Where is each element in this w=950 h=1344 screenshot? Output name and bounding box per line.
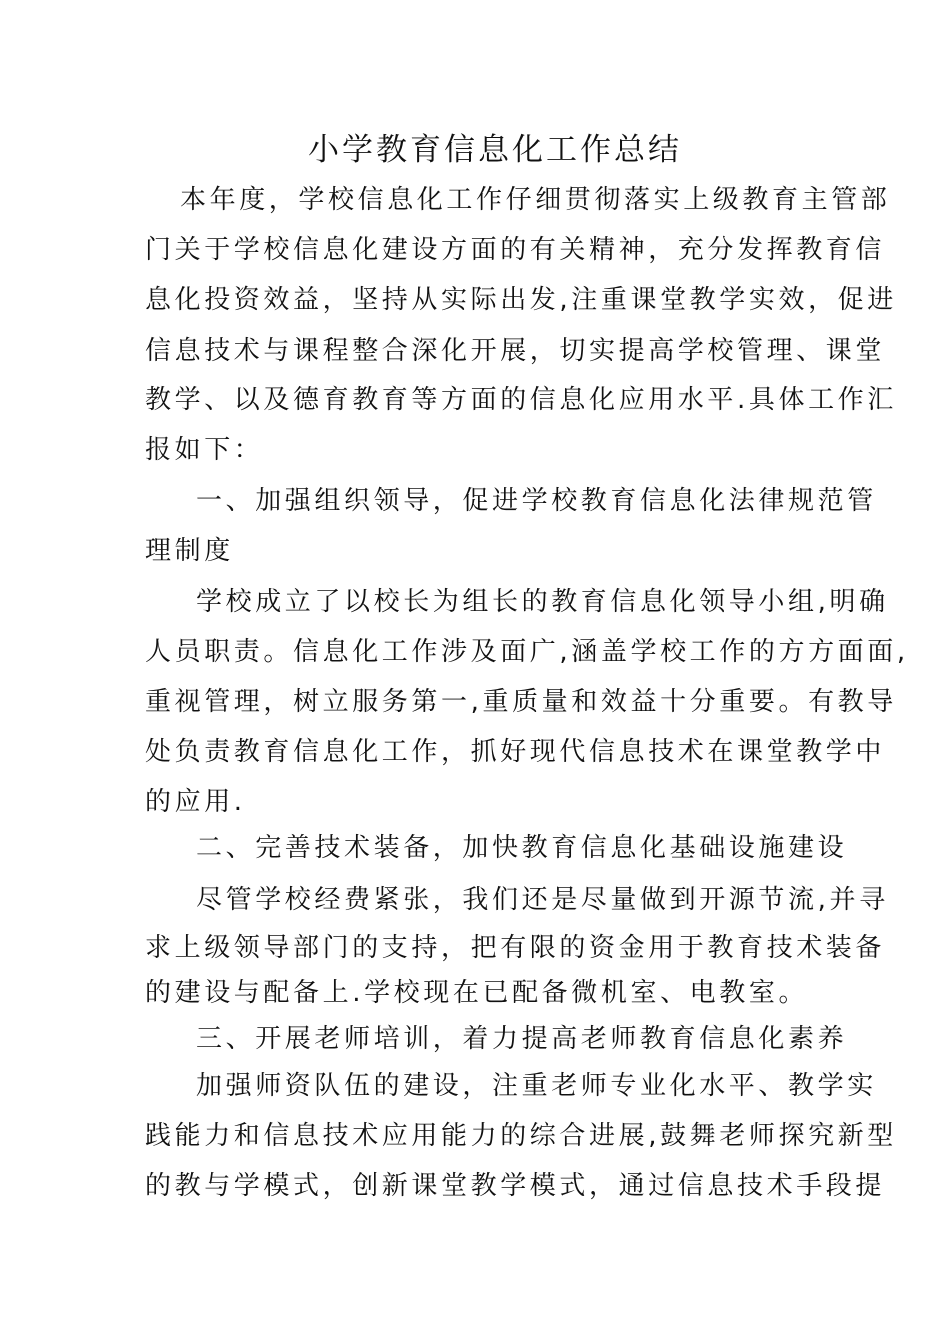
paragraph-line: 加强师资队伍的建设，注重老师专业化水平、教学实 (196, 1071, 877, 1101)
paragraph-line: 息化投资效益，坚持从实际出发,注重课堂教学实效，促进 (145, 285, 897, 315)
paragraph-line: 的应用. (145, 787, 246, 817)
paragraph-line: 学校成立了以校长为组长的教育信息化领导小组,明确 (196, 587, 889, 617)
section-heading-line: 二、完善技术装备，加快教育信息化基础设施建设 (196, 833, 848, 863)
paragraph-line: 信息技术与课程整合深化开展，切实提高学校管理、课堂 (145, 336, 886, 366)
paragraph-line: 的教与学模式，创新课堂教学模式，通过信息技术手段提 (145, 1171, 886, 1201)
document-title: 小学教育信息化工作总结 (308, 132, 682, 168)
section-heading-line: 一、加强组织领导，促进学校教育信息化法律规范管 (196, 486, 877, 516)
paragraph-line: 求上级领导部门的支持，把有限的资金用于教育技术装备 (145, 933, 886, 963)
paragraph-line: 的建设与配备上.学校现在已配备微机室、电教室。 (145, 978, 809, 1008)
paragraph-line: 人员职责。信息化工作涉及面广,涵盖学校工作的方方面面, (145, 637, 909, 667)
paragraph-line: 报如下： (145, 435, 264, 465)
paragraph-line: 本年度，学校信息化工作仔细贯彻落实上级教育主管部 (180, 185, 891, 215)
section-heading-line: 理制度 (145, 536, 234, 566)
paragraph-line: 践能力和信息技术应用能力的综合进展,鼓舞老师探究新型 (145, 1121, 897, 1151)
section-heading-line: 三、开展老师培训，着力提高老师教育信息化素养 (196, 1024, 848, 1054)
paragraph-line: 重视管理，树立服务第一,重质量和效益十分重要。有教导 (145, 687, 897, 717)
paragraph-line: 处负责教育信息化工作，抓好现代信息技术在课堂教学中 (145, 737, 886, 767)
paragraph-line: 门关于学校信息化建设方面的有关精神，充分发挥教育信 (145, 235, 886, 265)
paragraph-line: 尽管学校经费紧张，我们还是尽量做到开源节流,并寻 (196, 885, 889, 915)
paragraph-line: 教学、以及德育教育等方面的信息化应用水平.具体工作汇 (145, 385, 897, 415)
